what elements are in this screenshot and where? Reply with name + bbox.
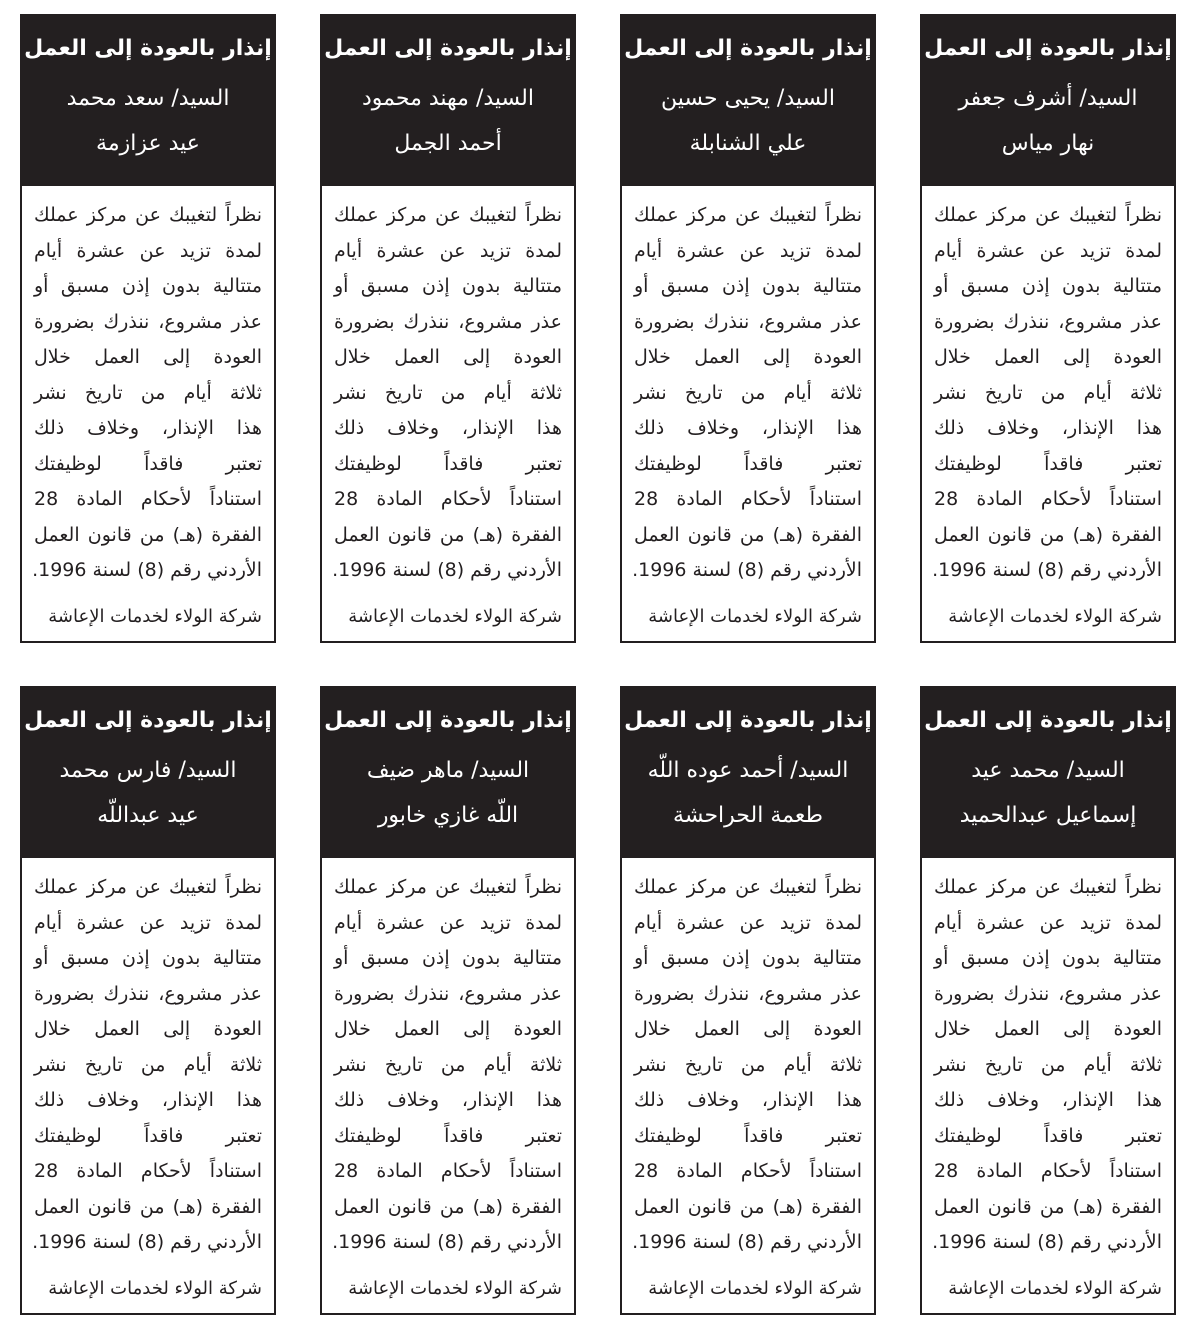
notice-body-line: الأردني رقم (8) لسنة 1996. (932, 1231, 1162, 1253)
notice-title: إنذار بالعودة إلى العمل (924, 36, 1172, 61)
notice-body-line: لمدة تزيد عن عشرة أيام (334, 239, 562, 262)
notice-body-line: لمدة تزيد عن عشرة أيام (34, 911, 262, 934)
notice-body-line: الفقرة (هـ) من قانون العمل (334, 523, 562, 546)
notice-body-line: عذر مشروع، ننذرك بضرورة (34, 310, 262, 333)
company-name: شركة الولاء لخدمات الإعاشة (48, 1278, 262, 1299)
notice-body-line: لمدة تزيد عن عشرة أيام (934, 239, 1162, 262)
notice-body-line: الأردني رقم (8) لسنة 1996. (32, 559, 262, 581)
notice-body-line: عذر مشروع، ننذرك بضرورة (334, 982, 562, 1005)
notice-body-line: استناداً لأحكام المادة 28 (634, 488, 862, 510)
notice-body-line: نظراً لتغيبك عن مركز عملك (334, 876, 562, 898)
notice-body-line: عذر مشروع، ننذرك بضرورة (634, 310, 862, 333)
notice-header (22, 688, 274, 858)
notice-body (922, 186, 1174, 589)
notice-header (322, 16, 574, 186)
notice-card (20, 686, 276, 1315)
notice-body-line: هذا الإنذار، وخلاف ذلك (634, 417, 862, 439)
notice-body-line: العودة إلى العمل خلال (334, 346, 562, 368)
notice-body-line: تعتبر فاقداً لوظيفتك (634, 1124, 862, 1147)
notice-body (22, 186, 274, 589)
notice-title: إنذار بالعودة إلى العمل (624, 708, 872, 733)
notice-body-line: الأردني رقم (8) لسنة 1996. (632, 1231, 862, 1253)
notice-body-line: تعتبر فاقداً لوظيفتك (34, 1124, 262, 1147)
recipient-name-line2: طعمة الحراحشة (673, 803, 823, 828)
company-name: شركة الولاء لخدمات الإعاشة (648, 606, 862, 627)
notice-title: إنذار بالعودة إلى العمل (24, 708, 272, 733)
notice-header (922, 16, 1174, 186)
recipient-name-line1: السيد/ أشرف جعفر (958, 86, 1138, 111)
notice-body-line: تعتبر فاقداً لوظيفتك (934, 452, 1162, 475)
notice-body-line: نظراً لتغيبك عن مركز عملك (934, 204, 1162, 226)
notice-body-line: تعتبر فاقداً لوظيفتك (334, 1124, 562, 1147)
notice-body-line: الفقرة (هـ) من قانون العمل (634, 1195, 862, 1218)
notice-body (22, 858, 274, 1261)
recipient-name-line1: السيد/ يحيى حسين (661, 86, 835, 111)
notice-body-line: متتالية بدون إذن مسبق أو (34, 275, 262, 297)
notice-body-line: استناداً لأحكام المادة 28 (334, 1160, 562, 1182)
notice-body-line: العودة إلى العمل خلال (934, 1018, 1162, 1040)
company-name: شركة الولاء لخدمات الإعاشة (48, 606, 262, 627)
notice-body-line: هذا الإنذار، وخلاف ذلك (334, 417, 562, 439)
notice-body-line: عذر مشروع، ننذرك بضرورة (934, 982, 1162, 1005)
notice-body (322, 858, 574, 1261)
notice-body-line: عذر مشروع، ننذرك بضرورة (334, 310, 562, 333)
notice-body-line: تعتبر فاقداً لوظيفتك (34, 452, 262, 475)
notice-body-line: ثلاثة أيام من تاريخ نشر (34, 381, 262, 404)
notice-body-line: الفقرة (هـ) من قانون العمل (34, 1195, 262, 1218)
notice-body-line: ثلاثة أيام من تاريخ نشر (934, 1053, 1162, 1076)
notice-body-line: تعتبر فاقداً لوظيفتك (934, 1124, 1162, 1147)
notice-body-line: الفقرة (هـ) من قانون العمل (934, 1195, 1162, 1218)
notice-body-line: الأردني رقم (8) لسنة 1996. (332, 1231, 562, 1253)
recipient-name-line2: إسماعيل عبدالحميد (959, 803, 1137, 828)
notice-body-line: عذر مشروع، ننذرك بضرورة (34, 982, 262, 1005)
notice-body-line: هذا الإنذار، وخلاف ذلك (34, 1089, 262, 1111)
notice-body-line: لمدة تزيد عن عشرة أيام (334, 911, 562, 934)
recipient-name-line1: السيد/ سعد محمد (66, 86, 230, 111)
notice-body-line: ثلاثة أيام من تاريخ نشر (634, 381, 862, 404)
notice-body-line: استناداً لأحكام المادة 28 (634, 1160, 862, 1182)
notice-body-line: متتالية بدون إذن مسبق أو (34, 947, 262, 969)
notice-body-line: نظراً لتغيبك عن مركز عملك (334, 204, 562, 226)
notice-body-line: نظراً لتغيبك عن مركز عملك (634, 876, 862, 898)
notice-body-line: استناداً لأحكام المادة 28 (34, 488, 262, 510)
company-name: شركة الولاء لخدمات الإعاشة (948, 606, 1162, 627)
company-name: شركة الولاء لخدمات الإعاشة (648, 1278, 862, 1299)
notice-body-line: استناداً لأحكام المادة 28 (934, 1160, 1162, 1182)
company-name: شركة الولاء لخدمات الإعاشة (948, 1278, 1162, 1299)
recipient-name-line1: السيد/ محمد عيد (971, 758, 1125, 783)
notice-body-line: الأردني رقم (8) لسنة 1996. (332, 559, 562, 581)
notice-body-line: تعتبر فاقداً لوظيفتك (634, 452, 862, 475)
notice-title: إنذار بالعودة إلى العمل (324, 36, 572, 61)
notice-body-line: متتالية بدون إذن مسبق أو (634, 947, 862, 969)
notice-body-line: الفقرة (هـ) من قانون العمل (334, 1195, 562, 1218)
notice-body-line: استناداً لأحكام المادة 28 (334, 488, 562, 510)
recipient-name-line1: السيد/ أحمد عوده اللّه (647, 758, 849, 783)
notice-body-line: ثلاثة أيام من تاريخ نشر (934, 381, 1162, 404)
notice-body-line: الفقرة (هـ) من قانون العمل (934, 523, 1162, 546)
notice-body (622, 858, 874, 1261)
notice-body-line: العودة إلى العمل خلال (334, 1018, 562, 1040)
notice-body-line: استناداً لأحكام المادة 28 (34, 1160, 262, 1182)
notice-body-line: العودة إلى العمل خلال (634, 346, 862, 368)
notice-body-line: العودة إلى العمل خلال (34, 1018, 262, 1040)
notice-body-line: الفقرة (هـ) من قانون العمل (634, 523, 862, 546)
notice-body-line: العودة إلى العمل خلال (634, 1018, 862, 1040)
notice-body (922, 858, 1174, 1261)
notice-body-line: عذر مشروع، ننذرك بضرورة (934, 310, 1162, 333)
notice-body-line: نظراً لتغيبك عن مركز عملك (34, 876, 262, 898)
notice-body-line: لمدة تزيد عن عشرة أيام (634, 239, 862, 262)
notice-body-line: متتالية بدون إذن مسبق أو (334, 947, 562, 969)
recipient-name-line2: اللّه غازي خابور (377, 803, 519, 828)
notice-body-line: ثلاثة أيام من تاريخ نشر (334, 1053, 562, 1076)
recipient-name-line2: عيد عزازمة (96, 131, 200, 156)
notice-body-line: نظراً لتغيبك عن مركز عملك (934, 876, 1162, 898)
notice-header (622, 688, 874, 858)
notice-body-line: لمدة تزيد عن عشرة أيام (634, 911, 862, 934)
notice-body-line: هذا الإنذار، وخلاف ذلك (334, 1089, 562, 1111)
notice-card (620, 686, 876, 1315)
notice-header (622, 16, 874, 186)
notice-title: إنذار بالعودة إلى العمل (324, 708, 572, 733)
recipient-name-line2: نهار مياس (1001, 131, 1095, 156)
notice-body-line: ثلاثة أيام من تاريخ نشر (634, 1053, 862, 1076)
company-name: شركة الولاء لخدمات الإعاشة (348, 606, 562, 627)
notice-body-line: الفقرة (هـ) من قانون العمل (34, 523, 262, 546)
company-name: شركة الولاء لخدمات الإعاشة (348, 1278, 562, 1299)
notice-body-line: لمدة تزيد عن عشرة أيام (34, 239, 262, 262)
notice-body-line: نظراً لتغيبك عن مركز عملك (634, 204, 862, 226)
notice-body-line: استناداً لأحكام المادة 28 (934, 488, 1162, 510)
notice-card (620, 14, 876, 643)
notice-body (322, 186, 574, 589)
notice-header (22, 16, 274, 186)
recipient-name-line2: أحمد الجمل (394, 131, 502, 156)
notice-body-line: الأردني رقم (8) لسنة 1996. (932, 559, 1162, 581)
recipient-name-line2: عيد عبداللّه (97, 803, 199, 828)
notice-body-line: تعتبر فاقداً لوظيفتك (334, 452, 562, 475)
recipient-name-line2: علي الشنابلة (689, 131, 807, 156)
notice-title: إنذار بالعودة إلى العمل (624, 36, 872, 61)
recipient-name-line1: السيد/ ماهر ضيف (366, 758, 530, 783)
notice-card (920, 686, 1176, 1315)
notice-body-line: ثلاثة أيام من تاريخ نشر (34, 1053, 262, 1076)
notice-body-line: ثلاثة أيام من تاريخ نشر (334, 381, 562, 404)
notice-body-line: هذا الإنذار، وخلاف ذلك (934, 1089, 1162, 1111)
notice-body-line: متتالية بدون إذن مسبق أو (934, 947, 1162, 969)
notice-body-line: متتالية بدون إذن مسبق أو (934, 275, 1162, 297)
notice-title: إنذار بالعودة إلى العمل (24, 36, 272, 61)
notice-body-line: متتالية بدون إذن مسبق أو (634, 275, 862, 297)
notice-body-line: العودة إلى العمل خلال (934, 346, 1162, 368)
notice-body (622, 186, 874, 589)
notice-body-line: لمدة تزيد عن عشرة أيام (934, 911, 1162, 934)
notice-body-line: عذر مشروع، ننذرك بضرورة (634, 982, 862, 1005)
notice-card (320, 14, 576, 643)
recipient-name-line1: السيد/ مهند محمود (361, 86, 534, 111)
notice-body-line: هذا الإنذار، وخلاف ذلك (634, 1089, 862, 1111)
notice-body-line: الأردني رقم (8) لسنة 1996. (632, 559, 862, 581)
notice-header (922, 688, 1174, 858)
notice-body-line: العودة إلى العمل خلال (34, 346, 262, 368)
notice-body-line: الأردني رقم (8) لسنة 1996. (32, 1231, 262, 1253)
notice-body-line: نظراً لتغيبك عن مركز عملك (34, 204, 262, 226)
notice-card (20, 14, 276, 643)
notice-card (320, 686, 576, 1315)
notice-title: إنذار بالعودة إلى العمل (924, 708, 1172, 733)
notice-body-line: متتالية بدون إذن مسبق أو (334, 275, 562, 297)
recipient-name-line1: السيد/ فارس محمد (59, 758, 237, 783)
notice-body-line: هذا الإنذار، وخلاف ذلك (934, 417, 1162, 439)
notice-body-line: هذا الإنذار، وخلاف ذلك (34, 417, 262, 439)
notice-header (322, 688, 574, 858)
notice-card (920, 14, 1176, 643)
